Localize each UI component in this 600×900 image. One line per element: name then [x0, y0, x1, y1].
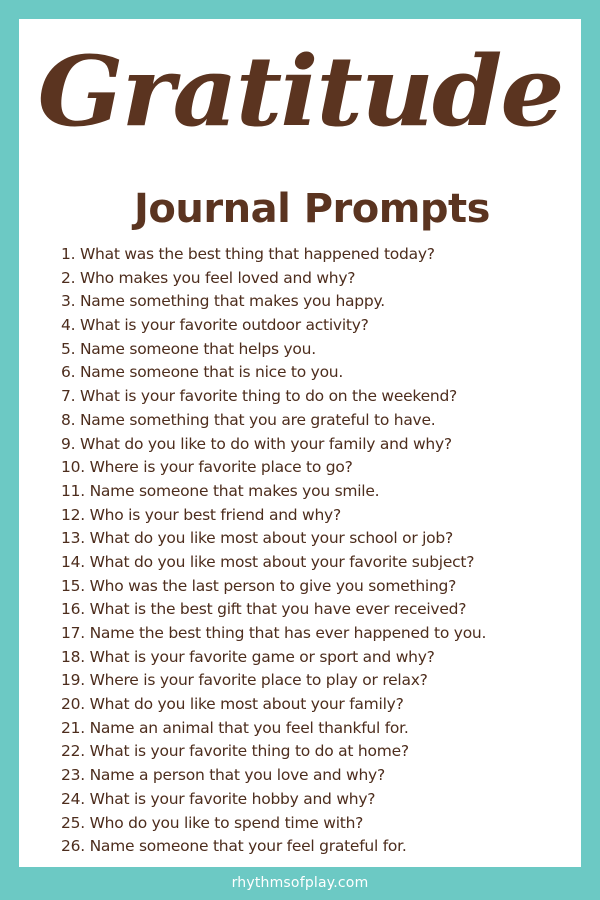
list-item: 21. Name an animal that you feel thankful for.: [61, 718, 409, 737]
list-item: 16. What is the best gift that you have ever received?: [61, 600, 467, 619]
list-item: 3. Name something that makes you happy.: [61, 292, 385, 311]
list-item: 2. Who makes you feel loved and why?: [61, 268, 356, 287]
list-item: 11. Name someone that makes you smile.: [61, 481, 380, 500]
list-item: 14. What do you like most about your favorite subject?: [61, 552, 475, 571]
list-item: 19. Where is your favorite place to play or relax?: [61, 671, 428, 690]
list-item: 18. What is your favorite game or sport and why?: [61, 647, 435, 666]
list-item: 26. Name someone that your feel grateful for.: [61, 837, 407, 856]
list-item: 4. What is your favorite outdoor activity?: [61, 316, 369, 335]
list-item: 24. What is your favorite hobby and why?: [61, 789, 376, 808]
page-subtitle: Journal Prompts: [134, 186, 490, 232]
list-item: 9. What do you like to do with your family and why?: [61, 434, 452, 453]
list-item: 12. Who is your best friend and why?: [61, 505, 341, 524]
list-item: 10. Where is your favorite place to go?: [61, 458, 353, 477]
prompt-list: [61, 243, 571, 859]
page-title: Gratitude: [37, 35, 563, 148]
list-item: 23. Name a person that you love and why?: [61, 766, 385, 785]
list-item: 13. What do you like most about your school or job?: [61, 529, 453, 548]
list-item: 25. Who do you like to spend time with?: [61, 813, 364, 832]
content-card: [19, 19, 581, 867]
list-item: 6. Name someone that is nice to you.: [61, 363, 344, 382]
footer-site-link[interactable]: rhythmsofplay.com: [231, 875, 369, 891]
list-item: 22. What is your favorite thing to do at home?: [61, 742, 409, 761]
list-item: 5. Name someone that helps you.: [61, 339, 316, 358]
list-item: 15. Who was the last person to give you something?: [61, 576, 457, 595]
list-item: 7. What is your favorite thing to do on the weekend?: [61, 387, 458, 406]
list-item: 20. What do you like most about your family?: [61, 695, 404, 714]
list-item: 8. Name something that you are grateful to have.: [61, 410, 436, 429]
list-item: 17. Name the best thing that has ever happened to you.: [61, 624, 487, 642]
list-item: 1. What was the best thing that happened today?: [61, 245, 435, 263]
